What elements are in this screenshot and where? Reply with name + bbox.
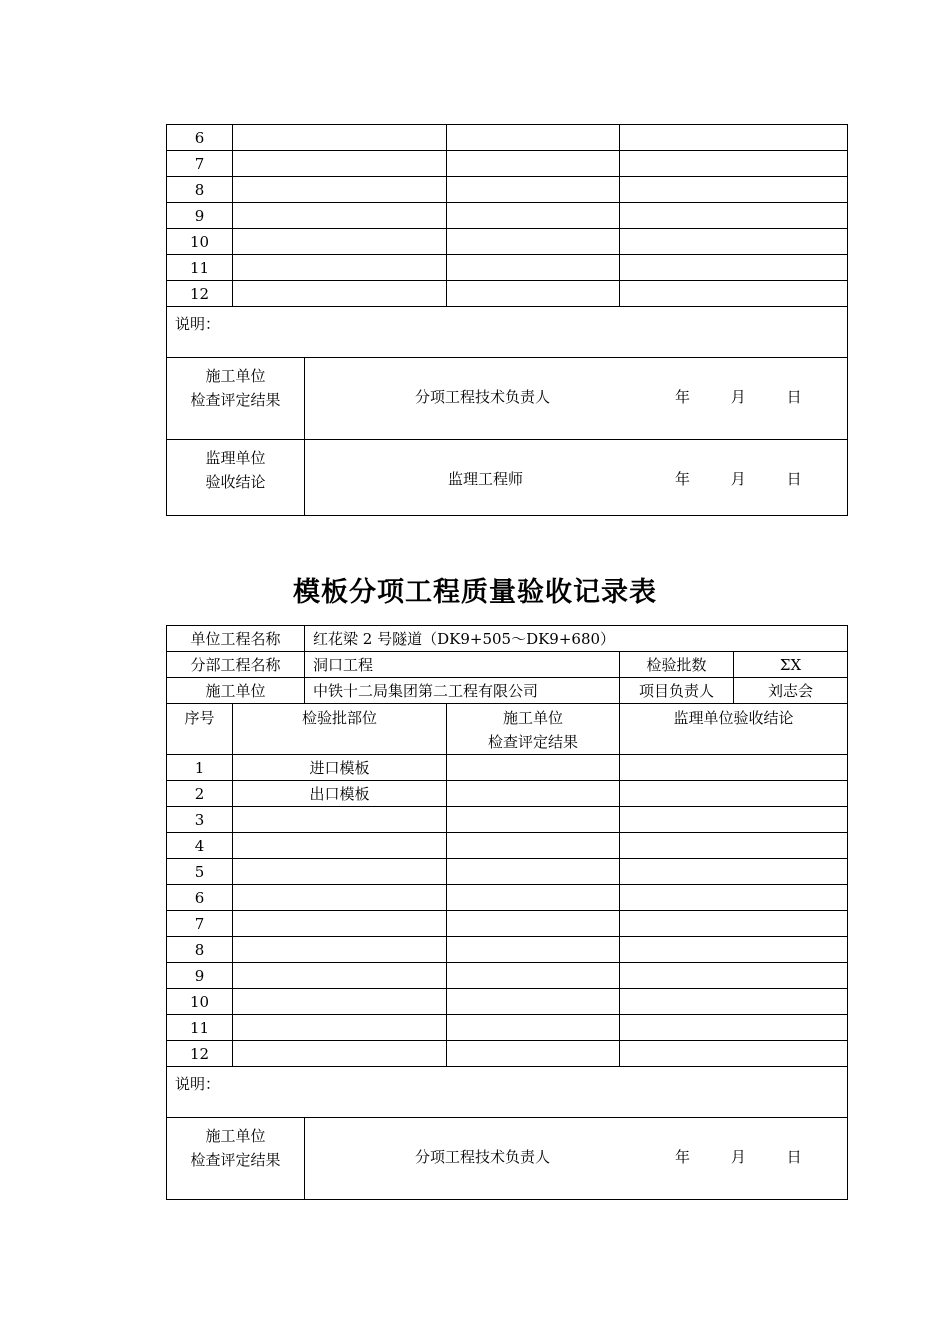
table-row: [167, 989, 848, 1015]
table-row: [167, 125, 848, 151]
contractor-label: 施工单位: [167, 678, 305, 704]
table-row: [167, 151, 848, 177]
date-year: 年: [675, 1148, 691, 1166]
header-seq: 序号: [167, 704, 233, 755]
table-row: [167, 937, 848, 963]
conclusion-cell: [620, 859, 848, 885]
signature-date: [675, 386, 802, 407]
conclusion-cell: [620, 885, 848, 911]
table-row: [167, 229, 848, 255]
conclusion-cell: [620, 989, 848, 1015]
label-line: 监理单位: [205, 449, 266, 467]
table-row: [167, 1041, 848, 1067]
header-line: 施工单位: [503, 709, 564, 727]
location-cell: 进口模板: [233, 755, 447, 781]
row-number: 12: [167, 1041, 233, 1067]
table-row: [167, 255, 848, 281]
conclusion-cell: [620, 255, 848, 281]
result-cell: [447, 229, 620, 255]
date-year: 年: [675, 388, 691, 406]
location-cell: [233, 255, 447, 281]
table-row: [167, 963, 848, 989]
table-row: [167, 885, 848, 911]
row-number: 7: [167, 151, 233, 177]
row-number: 11: [167, 1015, 233, 1041]
result-cell: [447, 807, 620, 833]
batch-count-value: ΣX: [734, 652, 848, 678]
row-number: 9: [167, 963, 233, 989]
row-number: 6: [167, 125, 233, 151]
table-row: [167, 807, 848, 833]
date-day: 日: [786, 1148, 802, 1166]
location-cell: [233, 833, 447, 859]
unit-project-label: 单位工程名称: [167, 626, 305, 652]
conclusion-cell: [620, 281, 848, 307]
row-number: 8: [167, 177, 233, 203]
result-cell: [447, 1041, 620, 1067]
signature-role: 分项工程技术负责人: [415, 1148, 551, 1166]
location-cell: [233, 281, 447, 307]
conclusion-cell: [620, 963, 848, 989]
header-location: 检验批部位: [233, 704, 447, 755]
division-label: 分部工程名称: [167, 652, 305, 678]
conclusion-cell: [620, 911, 848, 937]
location-cell: 出口模板: [233, 781, 447, 807]
row-number: 1: [167, 755, 233, 781]
location-cell: [233, 989, 447, 1015]
table-row: [167, 833, 848, 859]
conclusion-cell: [620, 1041, 848, 1067]
row-number: 5: [167, 859, 233, 885]
quality-acceptance-table: [166, 625, 848, 1200]
note-label: 说明：: [175, 315, 221, 333]
result-cell: [447, 1015, 620, 1041]
construction-signature-cell: [305, 1118, 848, 1200]
label-line: 验收结论: [205, 473, 266, 491]
result-cell: [447, 281, 620, 307]
header-result: [447, 704, 620, 755]
row-number: 3: [167, 807, 233, 833]
table-row: [167, 177, 848, 203]
result-cell: [447, 177, 620, 203]
conclusion-cell: [620, 125, 848, 151]
conclusion-cell: [620, 203, 848, 229]
row-number: 11: [167, 255, 233, 281]
conclusion-cell: [620, 781, 848, 807]
result-cell: [447, 937, 620, 963]
location-cell: [233, 177, 447, 203]
location-cell: [233, 203, 447, 229]
row-number: 2: [167, 781, 233, 807]
row-number: 9: [167, 203, 233, 229]
batch-count-label: 检验批数: [620, 652, 734, 678]
row-number: 10: [167, 229, 233, 255]
location-cell: [233, 859, 447, 885]
date-month: 月: [730, 1148, 746, 1166]
location-cell: [233, 937, 447, 963]
signature-role: 监理工程师: [448, 470, 524, 488]
result-cell: [447, 255, 620, 281]
table-row: [167, 203, 848, 229]
table-row: [167, 281, 848, 307]
location-cell: [233, 885, 447, 911]
note-label: 说明：: [175, 1075, 221, 1093]
result-cell: [447, 203, 620, 229]
project-manager-label: 项目负责人: [620, 678, 734, 704]
result-cell: [447, 781, 620, 807]
location-cell: [233, 1041, 447, 1067]
label-line: 施工单位: [205, 367, 266, 385]
table-row: [167, 859, 848, 885]
table-row: [167, 755, 848, 781]
date-day: 日: [786, 470, 802, 488]
conclusion-cell: [620, 807, 848, 833]
conclusion-cell: [620, 229, 848, 255]
result-cell: [447, 859, 620, 885]
result-cell: [447, 125, 620, 151]
result-cell: [447, 963, 620, 989]
conclusion-cell: [620, 177, 848, 203]
location-cell: [233, 229, 447, 255]
contractor-value: 中铁十二局集团第二工程有限公司: [305, 678, 620, 704]
label-line: 检查评定结果: [190, 1151, 281, 1169]
conclusion-cell: [620, 937, 848, 963]
project-manager-value: 刘志会: [734, 678, 848, 704]
construction-check-label: [167, 1118, 305, 1200]
conclusion-cell: [620, 1015, 848, 1041]
result-cell: [447, 989, 620, 1015]
note-cell: [167, 1067, 848, 1118]
result-cell: [447, 885, 620, 911]
table-row: [167, 1015, 848, 1041]
table-row: [167, 781, 848, 807]
note-cell: [167, 307, 848, 358]
result-cell: [447, 755, 620, 781]
header-line: 检查评定结果: [488, 733, 579, 751]
location-cell: [233, 963, 447, 989]
result-cell: [447, 151, 620, 177]
row-number: 7: [167, 911, 233, 937]
row-number: 6: [167, 885, 233, 911]
result-cell: [447, 833, 620, 859]
conclusion-cell: [620, 833, 848, 859]
row-number: 8: [167, 937, 233, 963]
conclusion-cell: [620, 151, 848, 177]
row-number: 12: [167, 281, 233, 307]
date-day: 日: [786, 388, 802, 406]
table-row: [167, 911, 848, 937]
label-line: 检查评定结果: [190, 391, 281, 409]
row-number: 4: [167, 833, 233, 859]
header-conclusion: 监理单位验收结论: [620, 704, 848, 755]
construction-signature-cell: [305, 358, 848, 440]
location-cell: [233, 125, 447, 151]
signature-date: [675, 1146, 802, 1167]
conclusion-cell: [620, 755, 848, 781]
supervision-conclusion-label: [167, 440, 305, 516]
location-cell: [233, 807, 447, 833]
supervision-signature-cell: [305, 440, 848, 516]
row-number: 10: [167, 989, 233, 1015]
construction-check-label: [167, 358, 305, 440]
signature-role: 分项工程技术负责人: [415, 388, 551, 406]
location-cell: [233, 151, 447, 177]
form-title: 模板分项工程质量验收记录表: [293, 577, 657, 608]
signature-date: [675, 468, 802, 489]
result-cell: [447, 911, 620, 937]
date-year: 年: [675, 470, 691, 488]
division-value: 洞口工程: [305, 652, 620, 678]
label-line: 施工单位: [205, 1127, 266, 1145]
location-cell: [233, 1015, 447, 1041]
continued-record-table: [166, 124, 848, 516]
location-cell: [233, 911, 447, 937]
date-month: 月: [730, 388, 746, 406]
date-month: 月: [730, 470, 746, 488]
unit-project-value: 红花梁 2 号隧道（DK9+505～DK9+680）: [305, 626, 848, 652]
